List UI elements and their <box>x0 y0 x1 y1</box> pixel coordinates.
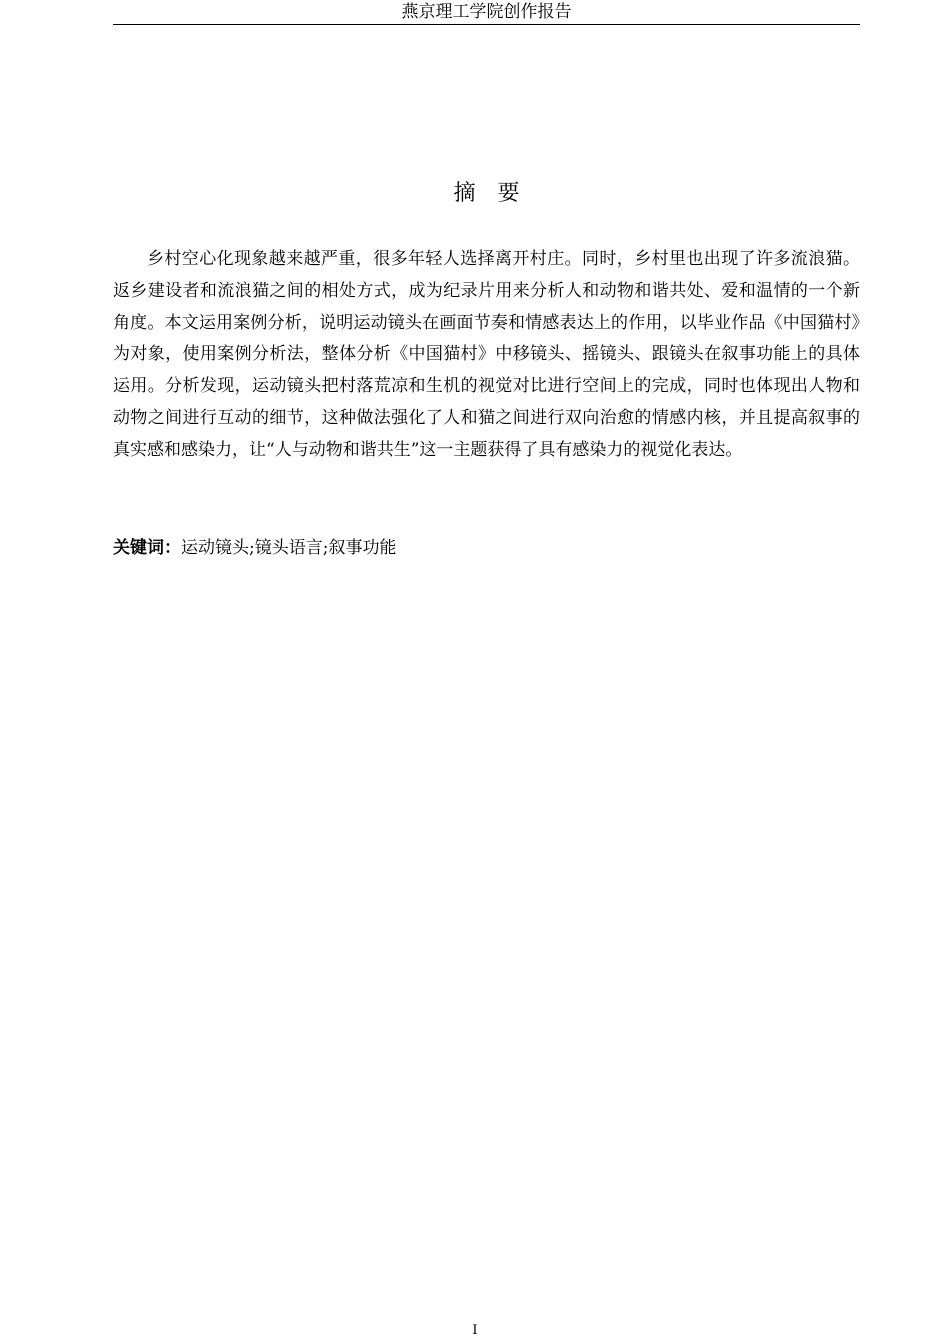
abstract-title <box>113 177 860 211</box>
abstract-title-char-2: 要 <box>497 181 520 206</box>
page-number: I <box>472 1323 478 1338</box>
keywords-value: 运动镜头;镜头语言;叙事功能 <box>181 538 397 558</box>
header-title: 燕京理工学院创作报告 <box>401 2 572 22</box>
abstract-title-char-1: 摘 <box>453 181 476 206</box>
keywords-label: 关键词： <box>113 538 181 558</box>
keywords-line <box>113 534 860 562</box>
page-header <box>113 0 860 25</box>
abstract-body: 乡村空心化现象越来越严重，很多年轻人选择离开村庄。同时，乡村里也出现了许多流浪猫。返乡建设者和流浪猫之间的相处方式，成为纪录片用来分析人和动物和谐共处、爱和温情的一个新角度。本文运用案例分析，说明运动镜头在画面节奏和情感表达上的作用，以毕业作品《中国猫村》为对象，使用案例分析法，整体分析《中国猫村》中移镜头、摇镜头、跟镜头在叙事功能上的具体运用。分析发现，运动镜头把村落荒凉和生机的视觉对比进行空间上的完成，同时也体现出人物和动物之间进行互动的细节，这种做法强化了人和猫之间进行双向治愈的情感内核，并且提高叙事的真实感和感染力，让“人与动物和谐共生”这一主题获得了具有感染力的视觉化表达。 <box>113 249 860 460</box>
